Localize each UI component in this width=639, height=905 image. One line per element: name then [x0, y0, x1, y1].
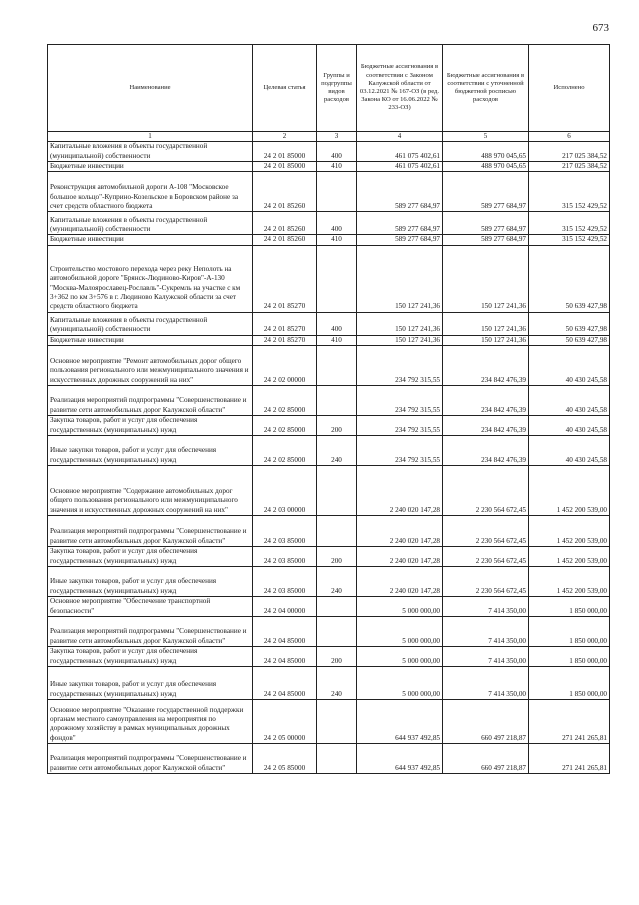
row-executed: 40 430 245,58: [529, 435, 610, 465]
header-group: Группы и подгруппы видов расходов: [317, 45, 357, 132]
row-target-code: 24 2 01 85270: [253, 312, 317, 335]
table-row: [48, 212, 610, 235]
row-alloc-refined: 2 230 564 672,45: [443, 515, 529, 546]
row-target-code: 24 2 01 85000: [253, 142, 317, 162]
table-row: [48, 245, 610, 312]
table-row: [48, 385, 610, 415]
table-row: [48, 162, 610, 172]
row-expense-group: 400: [317, 212, 357, 235]
row-alloc-law: 2 240 020 147,28: [357, 515, 443, 546]
row-executed: 40 430 245,58: [529, 345, 610, 385]
table-row: [48, 546, 610, 566]
row-alloc-law: 2 240 020 147,28: [357, 465, 443, 515]
row-target-code: 24 2 03 85000: [253, 566, 317, 596]
row-expense-group: 410: [317, 335, 357, 345]
table-row: [48, 415, 610, 435]
row-executed: 1 850 000,00: [529, 666, 610, 699]
row-executed: 50 639 427,98: [529, 335, 610, 345]
header-alloc-law: Бюджетные ассигнования в соответствии с Законом Калужской области от 03.12.2021 № 167-ОЗ (в ред. Закона КО от 16.06.2022 № 233-ОЗ): [357, 45, 443, 132]
table-row: [48, 312, 610, 335]
row-name: Реализация мероприятий подпрограммы "Совершенствование и развитие сети автомобильных дорог Калужской области": [48, 616, 253, 646]
row-expense-group: [317, 172, 357, 212]
table-row: [48, 515, 610, 546]
row-alloc-law: 5 000 000,00: [357, 616, 443, 646]
row-alloc-law: 589 277 684,97: [357, 235, 443, 245]
header-executed: Исполнено: [529, 45, 610, 132]
row-alloc-refined: 7 414 350,00: [443, 666, 529, 699]
table-row: [48, 335, 610, 345]
row-alloc-refined: 660 497 218,87: [443, 743, 529, 773]
row-alloc-law: 234 792 315,55: [357, 345, 443, 385]
column-number: 5: [443, 132, 529, 142]
row-expense-group: [317, 699, 357, 743]
row-name: Бюджетные инвестиции: [48, 235, 253, 245]
row-target-code: 24 2 02 85000: [253, 435, 317, 465]
row-name: Иные закупки товаров, работ и услуг для обеспечения государственных (муниципальных) нужд: [48, 666, 253, 699]
column-number: 1: [48, 132, 253, 142]
row-expense-group: 410: [317, 235, 357, 245]
row-alloc-refined: 7 414 350,00: [443, 646, 529, 666]
row-target-code: 24 2 01 85270: [253, 335, 317, 345]
row-executed: 271 241 265,81: [529, 743, 610, 773]
column-number: 2: [253, 132, 317, 142]
row-name: Строительство мостового перехода через реку Неполоть на автомобильной дороге "Брянск-Людиново-Киров"-А-130 "Москва-Малоярославец-Рославль"-Сукремль на участке с км 3+362 по км 3+576 в г. Людиново Калужской области за счет средств областного бюджета: [48, 245, 253, 312]
row-target-code: 24 2 05 85000: [253, 743, 317, 773]
row-alloc-law: 5 000 000,00: [357, 646, 443, 666]
row-executed: 1 850 000,00: [529, 616, 610, 646]
row-target-code: 24 2 02 85000: [253, 385, 317, 415]
row-alloc-refined: 234 842 476,39: [443, 415, 529, 435]
row-executed: 217 025 384,52: [529, 142, 610, 162]
row-alloc-law: 461 075 402,61: [357, 142, 443, 162]
row-executed: 1 452 200 539,00: [529, 546, 610, 566]
row-alloc-law: 234 792 315,55: [357, 385, 443, 415]
row-alloc-refined: 234 842 476,39: [443, 435, 529, 465]
table-row: [48, 666, 610, 699]
row-target-code: 24 2 01 85260: [253, 172, 317, 212]
row-expense-group: 400: [317, 142, 357, 162]
row-executed: 50 639 427,98: [529, 312, 610, 335]
row-alloc-refined: 7 414 350,00: [443, 616, 529, 646]
row-alloc-refined: 234 842 476,39: [443, 345, 529, 385]
table-row: [48, 646, 610, 666]
row-executed: 1 452 200 539,00: [529, 566, 610, 596]
row-alloc-law: 589 277 684,97: [357, 212, 443, 235]
row-alloc-refined: 589 277 684,97: [443, 172, 529, 212]
row-target-code: 24 2 01 85260: [253, 212, 317, 235]
row-name: Иные закупки товаров, работ и услуг для обеспечения государственных (муниципальных) нужд: [48, 566, 253, 596]
table-row: [48, 596, 610, 616]
row-name: Реконструкция автомобильной дороги А-108 "Московское большое кольцо"-Куприно-Козельское в Боровском районе за счет средств областного бюджета: [48, 172, 253, 212]
row-executed: 271 241 265,81: [529, 699, 610, 743]
row-alloc-law: 589 277 684,97: [357, 172, 443, 212]
table-row: [48, 235, 610, 245]
row-name: Реализация мероприятий подпрограммы "Совершенствование и развитие сети автомобильных дорог Калужской области": [48, 515, 253, 546]
column-number: 4: [357, 132, 443, 142]
row-expense-group: 200: [317, 646, 357, 666]
row-executed: 1 452 200 539,00: [529, 515, 610, 546]
row-executed: 315 152 429,52: [529, 172, 610, 212]
row-alloc-refined: 150 127 241,36: [443, 312, 529, 335]
row-expense-group: [317, 385, 357, 415]
row-expense-group: 240: [317, 566, 357, 596]
row-executed: 1 850 000,00: [529, 646, 610, 666]
row-expense-group: [317, 465, 357, 515]
table-row: [48, 699, 610, 743]
row-alloc-refined: 488 970 045,65: [443, 162, 529, 172]
table-row: [48, 566, 610, 596]
row-alloc-law: 644 937 492,85: [357, 743, 443, 773]
row-alloc-refined: 2 230 564 672,45: [443, 546, 529, 566]
row-alloc-refined: 150 127 241,36: [443, 245, 529, 312]
row-alloc-refined: 7 414 350,00: [443, 596, 529, 616]
row-alloc-law: 5 000 000,00: [357, 666, 443, 699]
row-alloc-refined: 488 970 045,65: [443, 142, 529, 162]
row-alloc-refined: 2 230 564 672,45: [443, 566, 529, 596]
row-expense-group: [317, 245, 357, 312]
header-row: [48, 45, 610, 132]
row-alloc-refined: 660 497 218,87: [443, 699, 529, 743]
row-executed: 1 850 000,00: [529, 596, 610, 616]
row-executed: 40 430 245,58: [529, 385, 610, 415]
row-alloc-refined: 589 277 684,97: [443, 212, 529, 235]
page-number: 673: [592, 22, 609, 34]
row-name: Закупка товаров, работ и услуг для обеспечения государственных (муниципальных) нужд: [48, 646, 253, 666]
table-row: [48, 616, 610, 646]
row-alloc-law: 234 792 315,55: [357, 435, 443, 465]
row-expense-group: [317, 345, 357, 385]
row-executed: 315 152 429,52: [529, 235, 610, 245]
row-target-code: 24 2 04 85000: [253, 646, 317, 666]
row-executed: 315 152 429,52: [529, 212, 610, 235]
row-expense-group: [317, 743, 357, 773]
row-executed: 40 430 245,58: [529, 415, 610, 435]
row-executed: 217 025 384,52: [529, 162, 610, 172]
header-alloc-refined: Бюджетные ассигнования в соответствии с уточненной бюджетной росписью расходов: [443, 45, 529, 132]
row-alloc-law: 150 127 241,36: [357, 335, 443, 345]
row-name: Иные закупки товаров, работ и услуг для обеспечения государственных (муниципальных) нужд: [48, 435, 253, 465]
row-name: Основное мероприятие "Оказание государственной поддержки органам местного самоуправления на мероприятия по дорожному хозяйству в рамках муниципальных дорожных фондов": [48, 699, 253, 743]
row-expense-group: 400: [317, 312, 357, 335]
row-name: Капитальные вложения в объекты государственной (муниципальной) собственности: [48, 142, 253, 162]
row-target-code: 24 2 03 85000: [253, 546, 317, 566]
row-alloc-refined: 234 842 476,39: [443, 385, 529, 415]
row-name: Основное мероприятие "Содержание автомобильных дорог общего пользования регионального или межмуниципального значения и искусственных дорожных сооружений на них": [48, 465, 253, 515]
row-name: Реализация мероприятий подпрограммы "Совершенствование и развитие сети автомобильных дорог Калужской области": [48, 743, 253, 773]
row-name: Бюджетные инвестиции: [48, 335, 253, 345]
row-name: Капитальные вложения в объекты государственной (муниципальной) собственности: [48, 312, 253, 335]
row-target-code: 24 2 01 85260: [253, 235, 317, 245]
row-name: Основное мероприятие "Ремонт автомобильных дорог общего пользования регионального или межмуниципального значения и искусственных дорожных сооружений на них": [48, 345, 253, 385]
table-row: [48, 465, 610, 515]
column-number: 6: [529, 132, 610, 142]
row-target-code: 24 2 03 85000: [253, 515, 317, 546]
column-numbers-row: [48, 132, 610, 142]
budget-table: [47, 44, 610, 774]
table-row: [48, 743, 610, 773]
row-name: Закупка товаров, работ и услуг для обеспечения государственных (муниципальных) нужд: [48, 546, 253, 566]
table-row: [48, 345, 610, 385]
row-alloc-law: 150 127 241,36: [357, 312, 443, 335]
row-expense-group: 200: [317, 546, 357, 566]
row-target-code: 24 2 01 85270: [253, 245, 317, 312]
row-name: Реализация мероприятий подпрограммы "Совершенствование и развитие сети автомобильных дорог Калужской области": [48, 385, 253, 415]
row-expense-group: 240: [317, 435, 357, 465]
row-alloc-law: 2 240 020 147,28: [357, 546, 443, 566]
table-row: [48, 435, 610, 465]
row-target-code: 24 2 02 00000: [253, 345, 317, 385]
table-row: [48, 172, 610, 212]
row-expense-group: 240: [317, 666, 357, 699]
header-code: Целевая статья: [253, 45, 317, 132]
row-alloc-law: 644 937 492,85: [357, 699, 443, 743]
row-expense-group: [317, 616, 357, 646]
table-row: [48, 142, 610, 162]
row-alloc-law: 150 127 241,36: [357, 245, 443, 312]
row-target-code: 24 2 03 00000: [253, 465, 317, 515]
row-alloc-refined: 589 277 684,97: [443, 235, 529, 245]
header-name: Наименование: [48, 45, 253, 132]
row-executed: 1 452 200 539,00: [529, 465, 610, 515]
row-name: Закупка товаров, работ и услуг для обеспечения государственных (муниципальных) нужд: [48, 415, 253, 435]
row-target-code: 24 2 04 85000: [253, 666, 317, 699]
row-target-code: 24 2 01 85000: [253, 162, 317, 172]
row-alloc-law: 461 075 402,61: [357, 162, 443, 172]
row-executed: 50 639 427,98: [529, 245, 610, 312]
row-target-code: 24 2 02 85000: [253, 415, 317, 435]
row-alloc-law: 5 000 000,00: [357, 596, 443, 616]
row-expense-group: [317, 515, 357, 546]
row-expense-group: 410: [317, 162, 357, 172]
row-name: Бюджетные инвестиции: [48, 162, 253, 172]
row-name: Основное мероприятие "Обеспечение транспортной безопасности": [48, 596, 253, 616]
row-alloc-refined: 2 230 564 672,45: [443, 465, 529, 515]
row-alloc-law: 234 792 315,55: [357, 415, 443, 435]
row-expense-group: 200: [317, 415, 357, 435]
row-target-code: 24 2 04 85000: [253, 616, 317, 646]
row-alloc-refined: 150 127 241,36: [443, 335, 529, 345]
column-number: 3: [317, 132, 357, 142]
row-target-code: 24 2 05 00000: [253, 699, 317, 743]
row-target-code: 24 2 04 00000: [253, 596, 317, 616]
row-alloc-law: 2 240 020 147,28: [357, 566, 443, 596]
row-name: Капитальные вложения в объекты государственной (муниципальной) собственности: [48, 212, 253, 235]
row-expense-group: [317, 596, 357, 616]
